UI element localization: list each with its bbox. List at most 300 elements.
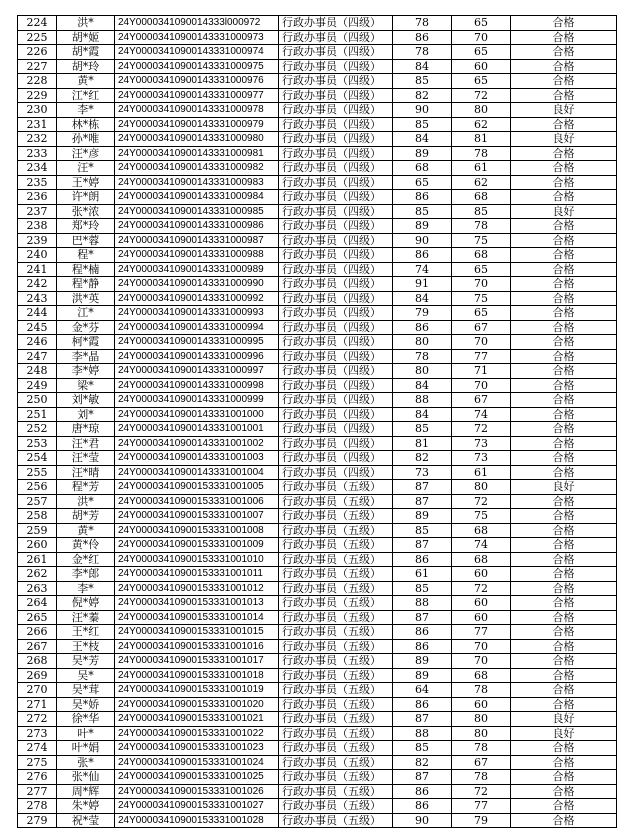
- theory-score-cell: 84: [393, 407, 452, 422]
- position-cell: 行政办事员（五级）: [279, 784, 393, 799]
- result-cell: 合格: [511, 16, 617, 31]
- certificate-id-cell: 24Y00003410900153331001010: [115, 552, 279, 567]
- table-row: [18, 204, 617, 219]
- row-number-cell: 278: [18, 799, 57, 814]
- skill-score-cell: 75: [452, 291, 511, 306]
- skill-score-cell: 65: [452, 306, 511, 321]
- candidate-name-cell: 祝*莹: [57, 813, 115, 828]
- certificate-id-cell: 24Y00003410900143331000998: [115, 378, 279, 393]
- skill-score-cell: 60: [452, 697, 511, 712]
- result-cell: 合格: [511, 30, 617, 45]
- candidate-name-cell: 汪*晴: [57, 465, 115, 480]
- skill-score-cell: 72: [452, 784, 511, 799]
- row-number-cell: 242: [18, 277, 57, 292]
- candidate-name-cell: 吴*: [57, 668, 115, 683]
- theory-score-cell: 85: [393, 523, 452, 538]
- result-cell: 合格: [511, 349, 617, 364]
- candidate-name-cell: 刘*: [57, 407, 115, 422]
- table-row: [18, 146, 617, 161]
- row-number-cell: 227: [18, 59, 57, 74]
- row-number-cell: 243: [18, 291, 57, 306]
- row-number-cell: 258: [18, 509, 57, 524]
- certificate-id-cell: 24Y00003410900143331000994: [115, 320, 279, 335]
- table-row: [18, 813, 617, 828]
- skill-score-cell: 65: [452, 74, 511, 89]
- skill-score-cell: 67: [452, 755, 511, 770]
- candidate-name-cell: 张*仙: [57, 770, 115, 785]
- skill-score-cell: 60: [452, 596, 511, 611]
- result-cell: 合格: [511, 799, 617, 814]
- theory-score-cell: 86: [393, 639, 452, 654]
- result-cell: 合格: [511, 813, 617, 828]
- certificate-id-cell: 24Y00003410900143331000995: [115, 335, 279, 350]
- row-number-cell: 250: [18, 393, 57, 408]
- row-number-cell: 254: [18, 451, 57, 466]
- certificate-id-cell: 24Y00003410900143331000987: [115, 233, 279, 248]
- theory-score-cell: 89: [393, 668, 452, 683]
- theory-score-cell: 84: [393, 291, 452, 306]
- result-cell: 良好: [511, 103, 617, 118]
- skill-score-cell: 70: [452, 378, 511, 393]
- theory-score-cell: 85: [393, 74, 452, 89]
- theory-score-cell: 64: [393, 683, 452, 698]
- candidate-name-cell: 林*栋: [57, 117, 115, 132]
- result-cell: 合格: [511, 219, 617, 234]
- row-number-cell: 233: [18, 146, 57, 161]
- row-number-cell: 245: [18, 320, 57, 335]
- position-cell: 行政办事员（四级）: [279, 451, 393, 466]
- skill-score-cell: 70: [452, 30, 511, 45]
- certificate-id-cell: 24Y00003410900143331000980: [115, 132, 279, 147]
- position-cell: 行政办事员（四级）: [279, 422, 393, 437]
- result-cell: 合格: [511, 277, 617, 292]
- candidate-name-cell: 李*晶: [57, 349, 115, 364]
- candidate-name-cell: 胡*姬: [57, 30, 115, 45]
- skill-score-cell: 70: [452, 639, 511, 654]
- certificate-id-cell: 24Y00003410900153331001008: [115, 523, 279, 538]
- row-number-cell: 273: [18, 726, 57, 741]
- candidate-name-cell: 叶*娟: [57, 741, 115, 756]
- skill-score-cell: 70: [452, 335, 511, 350]
- candidate-name-cell: 孙*唯: [57, 132, 115, 147]
- row-number-cell: 247: [18, 349, 57, 364]
- position-cell: 行政办事员（四级）: [279, 262, 393, 277]
- position-cell: 行政办事员（四级）: [279, 190, 393, 205]
- position-cell: 行政办事员（五级）: [279, 494, 393, 509]
- certificate-id-cell: 24Y00003410900153331001023: [115, 741, 279, 756]
- certificate-id-cell: 24Y00003410900143331000978: [115, 103, 279, 118]
- row-number-cell: 265: [18, 610, 57, 625]
- candidate-name-cell: 程*: [57, 248, 115, 263]
- table-row: [18, 451, 617, 466]
- row-number-cell: 225: [18, 30, 57, 45]
- result-cell: 合格: [511, 393, 617, 408]
- skill-score-cell: 78: [452, 683, 511, 698]
- theory-score-cell: 84: [393, 378, 452, 393]
- table-row: [18, 712, 617, 727]
- position-cell: 行政办事员（五级）: [279, 596, 393, 611]
- result-cell: 合格: [511, 117, 617, 132]
- table-row: [18, 393, 617, 408]
- skill-score-cell: 68: [452, 523, 511, 538]
- theory-score-cell: 86: [393, 784, 452, 799]
- theory-score-cell: 86: [393, 799, 452, 814]
- certificate-id-cell: 24Y00003410900153331001017: [115, 654, 279, 669]
- candidate-name-cell: 梁*: [57, 378, 115, 393]
- candidate-name-cell: 胡*玲: [57, 59, 115, 74]
- theory-score-cell: 74: [393, 262, 452, 277]
- candidate-name-cell: 吴*娇: [57, 697, 115, 712]
- candidate-name-cell: 朱*婷: [57, 799, 115, 814]
- position-cell: 行政办事员（五级）: [279, 552, 393, 567]
- candidate-name-cell: 洪*英: [57, 291, 115, 306]
- skill-score-cell: 77: [452, 625, 511, 640]
- row-number-cell: 262: [18, 567, 57, 582]
- position-cell: 行政办事员（四级）: [279, 335, 393, 350]
- position-cell: 行政办事员（四级）: [279, 465, 393, 480]
- skill-score-cell: 65: [452, 16, 511, 31]
- result-cell: 合格: [511, 378, 617, 393]
- row-number-cell: 249: [18, 378, 57, 393]
- row-number-cell: 226: [18, 45, 57, 60]
- position-cell: 行政办事员（五级）: [279, 538, 393, 553]
- certificate-id-cell: 24Y00003410900143331000996: [115, 349, 279, 364]
- theory-score-cell: 90: [393, 813, 452, 828]
- position-cell: 行政办事员（四级）: [279, 378, 393, 393]
- row-number-cell: 275: [18, 755, 57, 770]
- position-cell: 行政办事员（五级）: [279, 581, 393, 596]
- table-row: [18, 538, 617, 553]
- theory-score-cell: 79: [393, 306, 452, 321]
- position-cell: 行政办事员（五级）: [279, 567, 393, 582]
- table-row: [18, 465, 617, 480]
- result-cell: 合格: [511, 596, 617, 611]
- position-cell: 行政办事员（四级）: [279, 320, 393, 335]
- candidate-name-cell: 程*芳: [57, 480, 115, 495]
- theory-score-cell: 61: [393, 567, 452, 582]
- candidate-name-cell: 唐*琼: [57, 422, 115, 437]
- certificate-id-cell: 24Y00003410900153331001025: [115, 770, 279, 785]
- table-row: [18, 755, 617, 770]
- certificate-id-cell: 24Y00003410900143331001002: [115, 436, 279, 451]
- skill-score-cell: 68: [452, 190, 511, 205]
- position-cell: 行政办事员（五级）: [279, 712, 393, 727]
- certificate-id-cell: 24Y00003410900143331000990: [115, 277, 279, 292]
- result-cell: 合格: [511, 422, 617, 437]
- table-row: [18, 335, 617, 350]
- certificate-id-cell: 24Y00003410900153331001007: [115, 509, 279, 524]
- table-row: [18, 88, 617, 103]
- skill-score-cell: 77: [452, 799, 511, 814]
- result-cell: 合格: [511, 175, 617, 190]
- skill-score-cell: 78: [452, 741, 511, 756]
- skill-score-cell: 72: [452, 88, 511, 103]
- theory-score-cell: 85: [393, 741, 452, 756]
- row-number-cell: 276: [18, 770, 57, 785]
- candidate-name-cell: 金*红: [57, 552, 115, 567]
- skill-score-cell: 74: [452, 538, 511, 553]
- certificate-id-cell: 24Y00003410900143331000979: [115, 117, 279, 132]
- table-row: [18, 683, 617, 698]
- result-cell: 合格: [511, 697, 617, 712]
- row-number-cell: 256: [18, 480, 57, 495]
- skill-score-cell: 72: [452, 422, 511, 437]
- position-cell: 行政办事员（五级）: [279, 726, 393, 741]
- position-cell: 行政办事员（四级）: [279, 117, 393, 132]
- theory-score-cell: 88: [393, 596, 452, 611]
- row-number-cell: 277: [18, 784, 57, 799]
- candidate-name-cell: 王*红: [57, 625, 115, 640]
- position-cell: 行政办事员（四级）: [279, 306, 393, 321]
- table-row: [18, 277, 617, 292]
- result-cell: 合格: [511, 364, 617, 379]
- result-cell: 合格: [511, 639, 617, 654]
- certificate-id-cell: 24Y00003410900143331000986: [115, 219, 279, 234]
- candidate-name-cell: 江*: [57, 306, 115, 321]
- result-cell: 合格: [511, 610, 617, 625]
- position-cell: 行政办事员（五级）: [279, 625, 393, 640]
- row-number-cell: 224: [18, 16, 57, 31]
- table-row: [18, 161, 617, 176]
- skill-score-cell: 70: [452, 277, 511, 292]
- certificate-id-cell: 24Y00003410900153331001014: [115, 610, 279, 625]
- result-cell: 良好: [511, 480, 617, 495]
- skill-score-cell: 65: [452, 262, 511, 277]
- position-cell: 行政办事员（四级）: [279, 103, 393, 118]
- result-cell: 合格: [511, 523, 617, 538]
- certificate-id-cell: 24Y00003410900143331000977: [115, 88, 279, 103]
- position-cell: 行政办事员（五级）: [279, 480, 393, 495]
- theory-score-cell: 68: [393, 161, 452, 176]
- skill-score-cell: 61: [452, 465, 511, 480]
- row-number-cell: 240: [18, 248, 57, 263]
- candidate-name-cell: 刘*敏: [57, 393, 115, 408]
- theory-score-cell: 78: [393, 45, 452, 60]
- table-row: [18, 552, 617, 567]
- table-row: [18, 233, 617, 248]
- table-row: [18, 567, 617, 582]
- position-cell: 行政办事员（四级）: [279, 204, 393, 219]
- theory-score-cell: 81: [393, 436, 452, 451]
- table-row: [18, 30, 617, 45]
- candidate-name-cell: 吴*茸: [57, 683, 115, 698]
- skill-score-cell: 73: [452, 436, 511, 451]
- theory-score-cell: 84: [393, 132, 452, 147]
- theory-score-cell: 80: [393, 364, 452, 379]
- result-cell: 良好: [511, 132, 617, 147]
- position-cell: 行政办事员（五级）: [279, 813, 393, 828]
- theory-score-cell: 87: [393, 712, 452, 727]
- row-number-cell: 246: [18, 335, 57, 350]
- theory-score-cell: 85: [393, 204, 452, 219]
- position-cell: 行政办事员（四级）: [279, 407, 393, 422]
- row-number-cell: 236: [18, 190, 57, 205]
- result-cell: 合格: [511, 45, 617, 60]
- result-cell: 合格: [511, 465, 617, 480]
- candidate-name-cell: 李*婷: [57, 364, 115, 379]
- results-table: [17, 15, 617, 828]
- table-row: [18, 103, 617, 118]
- theory-score-cell: 89: [393, 509, 452, 524]
- certificate-id-cell: 24Y00003410900153331001005: [115, 480, 279, 495]
- row-number-cell: 252: [18, 422, 57, 437]
- candidate-name-cell: 汪*彦: [57, 146, 115, 161]
- result-cell: 合格: [511, 248, 617, 263]
- table-row: [18, 422, 617, 437]
- result-cell: 合格: [511, 233, 617, 248]
- theory-score-cell: 86: [393, 552, 452, 567]
- skill-score-cell: 72: [452, 494, 511, 509]
- result-cell: 合格: [511, 291, 617, 306]
- certificate-id-cell: 24Y00003410900153331001018: [115, 668, 279, 683]
- certificate-id-cell: 24Y00003410900143331000992: [115, 291, 279, 306]
- result-cell: 合格: [511, 494, 617, 509]
- theory-score-cell: 86: [393, 625, 452, 640]
- row-number-cell: 255: [18, 465, 57, 480]
- theory-score-cell: 86: [393, 320, 452, 335]
- skill-score-cell: 85: [452, 204, 511, 219]
- position-cell: 行政办事员（四级）: [279, 364, 393, 379]
- theory-score-cell: 78: [393, 349, 452, 364]
- result-cell: 合格: [511, 741, 617, 756]
- result-cell: 合格: [511, 509, 617, 524]
- certificate-id-cell: 24Y00003410900143331000985: [115, 204, 279, 219]
- table-row: [18, 639, 617, 654]
- position-cell: 行政办事员（五级）: [279, 523, 393, 538]
- table-row: [18, 190, 617, 205]
- skill-score-cell: 73: [452, 451, 511, 466]
- table-row: [18, 596, 617, 611]
- candidate-name-cell: 李*郎: [57, 567, 115, 582]
- result-cell: 合格: [511, 306, 617, 321]
- table-row: [18, 378, 617, 393]
- table-row: [18, 799, 617, 814]
- skill-score-cell: 79: [452, 813, 511, 828]
- table-row: [18, 581, 617, 596]
- candidate-name-cell: 金*芬: [57, 320, 115, 335]
- row-number-cell: 268: [18, 654, 57, 669]
- theory-score-cell: 87: [393, 538, 452, 553]
- skill-score-cell: 60: [452, 59, 511, 74]
- skill-score-cell: 62: [452, 175, 511, 190]
- result-cell: 合格: [511, 262, 617, 277]
- result-cell: 合格: [511, 436, 617, 451]
- table-row: [18, 248, 617, 263]
- certificate-id-cell: 24Y00003410900153331001019: [115, 683, 279, 698]
- result-cell: 合格: [511, 407, 617, 422]
- candidate-name-cell: 汪*君: [57, 436, 115, 451]
- result-cell: 合格: [511, 625, 617, 640]
- certificate-id-cell: 24Y00003410900143331000981: [115, 146, 279, 161]
- position-cell: 行政办事员（四级）: [279, 161, 393, 176]
- table-row: [18, 480, 617, 495]
- position-cell: 行政办事员（四级）: [279, 59, 393, 74]
- table-row: [18, 494, 617, 509]
- position-cell: 行政办事员（四级）: [279, 30, 393, 45]
- skill-score-cell: 78: [452, 219, 511, 234]
- skill-score-cell: 67: [452, 320, 511, 335]
- skill-score-cell: 78: [452, 146, 511, 161]
- result-cell: 合格: [511, 335, 617, 350]
- row-number-cell: 253: [18, 436, 57, 451]
- skill-score-cell: 80: [452, 726, 511, 741]
- row-number-cell: 231: [18, 117, 57, 132]
- theory-score-cell: 89: [393, 146, 452, 161]
- table-row: [18, 625, 617, 640]
- position-cell: 行政办事员（四级）: [279, 393, 393, 408]
- certificate-id-cell: 24Y00003410900143331000999: [115, 393, 279, 408]
- position-cell: 行政办事员（四级）: [279, 88, 393, 103]
- table-row: [18, 741, 617, 756]
- theory-score-cell: 82: [393, 88, 452, 103]
- certificate-id-cell: 24Y00003410900143331000983: [115, 175, 279, 190]
- theory-score-cell: 87: [393, 770, 452, 785]
- position-cell: 行政办事员（四级）: [279, 132, 393, 147]
- row-number-cell: 260: [18, 538, 57, 553]
- skill-score-cell: 80: [452, 103, 511, 118]
- candidate-name-cell: 洪*: [57, 494, 115, 509]
- certificate-id-cell: 24Y00003410900153331001013: [115, 596, 279, 611]
- theory-score-cell: 89: [393, 654, 452, 669]
- row-number-cell: 234: [18, 161, 57, 176]
- row-number-cell: 279: [18, 813, 57, 828]
- theory-score-cell: 80: [393, 335, 452, 350]
- theory-score-cell: 86: [393, 190, 452, 205]
- table-row: [18, 726, 617, 741]
- skill-score-cell: 75: [452, 509, 511, 524]
- position-cell: 行政办事员（五级）: [279, 683, 393, 698]
- position-cell: 行政办事员（五级）: [279, 741, 393, 756]
- table-row: [18, 784, 617, 799]
- row-number-cell: 239: [18, 233, 57, 248]
- skill-score-cell: 67: [452, 393, 511, 408]
- skill-score-cell: 62: [452, 117, 511, 132]
- candidate-name-cell: 郑*玲: [57, 219, 115, 234]
- row-number-cell: 261: [18, 552, 57, 567]
- theory-score-cell: 84: [393, 59, 452, 74]
- theory-score-cell: 90: [393, 103, 452, 118]
- certificate-id-cell: 24Y00003410900153331001020: [115, 697, 279, 712]
- certificate-id-cell: 24Y00003410900153331001016: [115, 639, 279, 654]
- candidate-name-cell: 汪*莹: [57, 451, 115, 466]
- certificate-id-cell: 24Y00003410900143331001004: [115, 465, 279, 480]
- certificate-id-cell: 24Y00003410900153331001006: [115, 494, 279, 509]
- certificate-id-cell: 24Y00003410900143331000982: [115, 161, 279, 176]
- position-cell: 行政办事员（五级）: [279, 639, 393, 654]
- certificate-id-cell: 24Y00003410900143331000973: [115, 30, 279, 45]
- candidate-name-cell: 胡*霞: [57, 45, 115, 60]
- skill-score-cell: 70: [452, 654, 511, 669]
- result-cell: 合格: [511, 451, 617, 466]
- result-cell: 合格: [511, 668, 617, 683]
- certificate-id-cell: 24Y00003410900153331001028: [115, 813, 279, 828]
- candidate-name-cell: 黄*伶: [57, 538, 115, 553]
- certificate-id-cell: 24Y00003410900153331001027: [115, 799, 279, 814]
- skill-score-cell: 81: [452, 132, 511, 147]
- certificate-id-cell: 24Y00003410900143331001001: [115, 422, 279, 437]
- row-number-cell: 237: [18, 204, 57, 219]
- position-cell: 行政办事员（四级）: [279, 74, 393, 89]
- result-cell: 合格: [511, 161, 617, 176]
- position-cell: 行政办事员（五级）: [279, 509, 393, 524]
- candidate-name-cell: 巴*蓉: [57, 233, 115, 248]
- certificate-id-cell: 24Y00003410900153331001009: [115, 538, 279, 553]
- row-number-cell: 272: [18, 712, 57, 727]
- position-cell: 行政办事员（四级）: [279, 219, 393, 234]
- row-number-cell: 264: [18, 596, 57, 611]
- theory-score-cell: 87: [393, 494, 452, 509]
- row-number-cell: 267: [18, 639, 57, 654]
